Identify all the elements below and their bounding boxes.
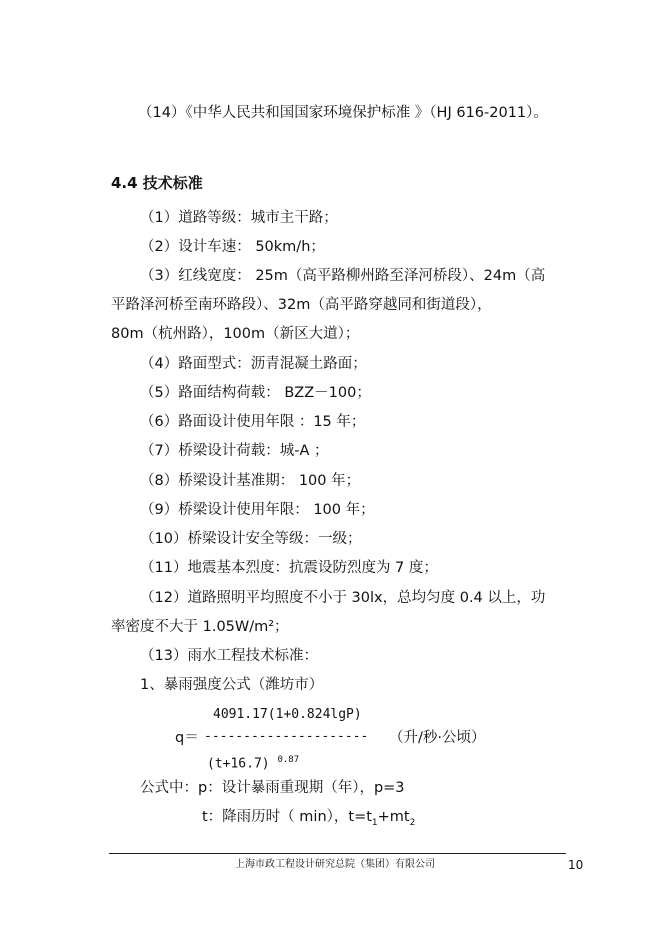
denominator-base: (t+16.7) [207, 756, 270, 772]
item-12-line-2: 率密度不大于 1.05W/m²； [111, 619, 289, 635]
item-9: （9）桥梁设计使用年限： 100 年； [140, 502, 375, 518]
formula-note-p: 公式中：p：设计暴雨重现期（年），p=3 [140, 780, 405, 796]
note-t-subscript-2: 2 [409, 817, 416, 828]
item-8: （8）桥梁设计基准期： 100 年； [140, 473, 361, 489]
formula-heading: 1、暴雨强度公式（潍坊市） [140, 677, 324, 693]
item-12-line-1: （12）道路照明平均照度不小于 30lx，总均匀度 0.4 以上，功 [140, 590, 546, 606]
reference-14: （14）《中华人民共和国国家环境保护标准 》（HJ 616-2011）。 [138, 105, 548, 121]
item-3-line-3: 80m（杭州路），100m（新区大道）； [111, 326, 360, 342]
note-t-subscript-1: 1 [371, 817, 378, 828]
item-1: （1）道路等级：城市主干路； [140, 210, 338, 226]
item-7: （7）桥梁设计荷载：城-A ； [140, 443, 329, 459]
note-t-mid: +mt [377, 809, 410, 825]
footer-company: 上海市政工程设计研究总院（集团）有限公司 [235, 859, 435, 870]
denominator-exponent: 0.87 [277, 755, 300, 765]
item-5: （5）路面结构荷载： BZZ－100； [140, 385, 371, 401]
section-heading: 4.4 技术标准 [111, 174, 203, 192]
item-10: （10）桥梁设计安全等级：一级； [140, 531, 362, 547]
item-6: （6）路面设计使用年限 ：15 年； [140, 414, 366, 430]
item-13: （13）雨水工程技术标准： [140, 648, 318, 664]
note-t-text: t：降雨历时（ min），t=t [202, 809, 372, 825]
item-4: （4）路面型式：沥青混凝土路面； [140, 356, 367, 372]
item-3-line-2: 平路泽河桥至南环路段）、32m（高平路穿越同和街道段）， [111, 297, 492, 313]
formula-q-label: q＝ [175, 730, 199, 746]
item-11: （11）地震基本烈度：抗震设防烈度为 7 度； [140, 560, 438, 576]
footer-rule [109, 853, 566, 854]
item-2: （2）设计车速： 50km/h； [140, 239, 325, 255]
formula-denominator [207, 750, 299, 774]
page-number: 10 [568, 858, 584, 872]
formula-note-t [202, 807, 415, 833]
formula-fraction-bar: --------------------- [204, 729, 369, 744]
item-3-line-1: （3）红线宽度： 25m（高平路柳州路至泽河桥段）、24m（高 [140, 268, 546, 284]
formula-numerator: 4091.17(1+0.824lgP) [213, 707, 362, 722]
formula-unit: （升/秒·公顷） [389, 730, 486, 746]
